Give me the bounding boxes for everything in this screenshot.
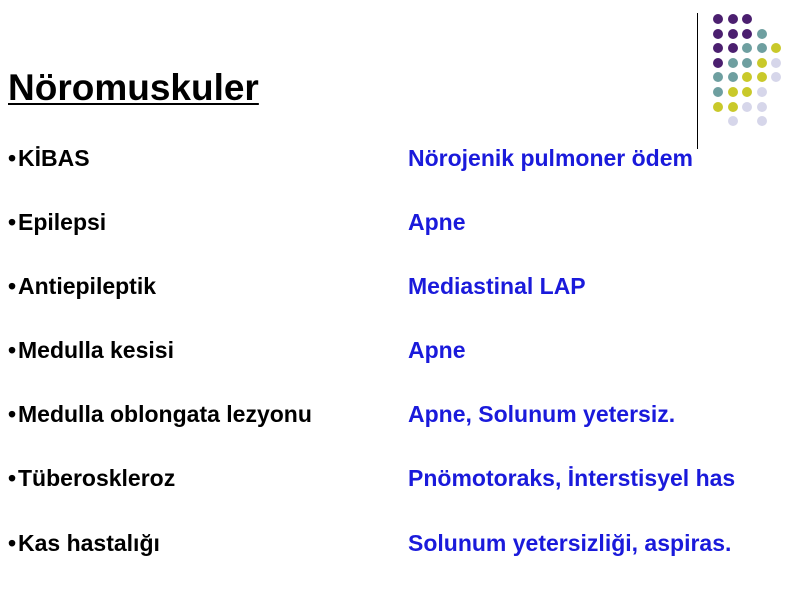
decorative-dot xyxy=(742,29,752,39)
list-item xyxy=(0,398,800,430)
left-item-text: KİBAS xyxy=(18,145,90,171)
decorative-dot xyxy=(713,58,723,68)
decorative-dot xyxy=(713,72,723,82)
left-item-text: Tüberoskleroz xyxy=(18,465,176,491)
decorative-dot xyxy=(757,58,767,68)
decorative-dot xyxy=(728,72,738,82)
decorative-dot xyxy=(713,87,723,97)
right-column-item: Apne xyxy=(408,209,466,235)
bullet-icon: • xyxy=(8,209,17,235)
decorative-dot xyxy=(728,14,738,24)
decorative-dot xyxy=(728,87,738,97)
bullet-icon: • xyxy=(8,465,17,491)
bullet-icon: • xyxy=(8,401,17,427)
left-column-item xyxy=(8,270,156,302)
list-item xyxy=(0,206,800,238)
decorative-dot xyxy=(713,43,723,53)
list-item xyxy=(0,462,800,494)
right-column-item: Solunum yetersizliği, aspiras. xyxy=(408,530,732,556)
decorative-dot xyxy=(771,72,781,82)
left-column-item xyxy=(8,206,106,238)
decorative-dot xyxy=(757,102,767,112)
left-column-item xyxy=(8,398,312,430)
decorative-dot xyxy=(728,58,738,68)
left-item-text: Epilepsi xyxy=(18,209,107,235)
list-item xyxy=(0,527,800,559)
decorative-dot xyxy=(713,29,723,39)
list-item xyxy=(0,334,800,366)
bullet-icon: • xyxy=(8,337,17,363)
decorative-dot xyxy=(757,72,767,82)
right-column-item: Nörojenik pulmoner ödem xyxy=(408,145,693,171)
decorative-dot xyxy=(742,58,752,68)
right-column-item: Pnömotoraks, İnterstisyel has xyxy=(408,465,736,491)
left-column-item xyxy=(8,334,174,366)
left-column-item xyxy=(8,142,90,174)
left-item-text: Medulla oblongata lezyonu xyxy=(18,401,312,427)
decorative-dot xyxy=(742,72,752,82)
left-column-item xyxy=(8,527,160,559)
right-column-item: Mediastinal LAP xyxy=(408,273,586,299)
right-column-item: Apne xyxy=(408,337,466,363)
decorative-vertical-line xyxy=(697,13,698,149)
left-item-text: Kas hastalığı xyxy=(18,530,160,556)
bullet-icon: • xyxy=(8,273,17,299)
decorative-dot xyxy=(728,102,738,112)
slide-title: Nöromuskuler xyxy=(8,67,259,108)
list-item xyxy=(0,142,800,174)
decorative-dot xyxy=(742,87,752,97)
decorative-dot xyxy=(728,29,738,39)
decorative-dot xyxy=(757,43,767,53)
decorative-dot xyxy=(757,29,767,39)
right-column-item: Apne, Solunum yetersiz. xyxy=(408,401,676,427)
bullet-icon: • xyxy=(8,145,17,171)
left-column-item xyxy=(8,462,175,494)
list-item xyxy=(0,270,800,302)
decorative-dot xyxy=(771,58,781,68)
decorative-dot xyxy=(713,14,723,24)
bullet-icon: • xyxy=(8,530,17,556)
decorative-dot xyxy=(713,102,723,112)
decorative-dot xyxy=(742,14,752,24)
left-item-text: Medulla kesisi xyxy=(18,337,174,363)
decorative-dot xyxy=(757,87,767,97)
decorative-dot xyxy=(757,116,767,126)
decorative-dot xyxy=(771,43,781,53)
decorative-dot xyxy=(742,43,752,53)
left-item-text: Antiepileptik xyxy=(18,273,157,299)
decorative-dot xyxy=(728,116,738,126)
decorative-dot xyxy=(742,102,752,112)
decorative-dot xyxy=(728,43,738,53)
